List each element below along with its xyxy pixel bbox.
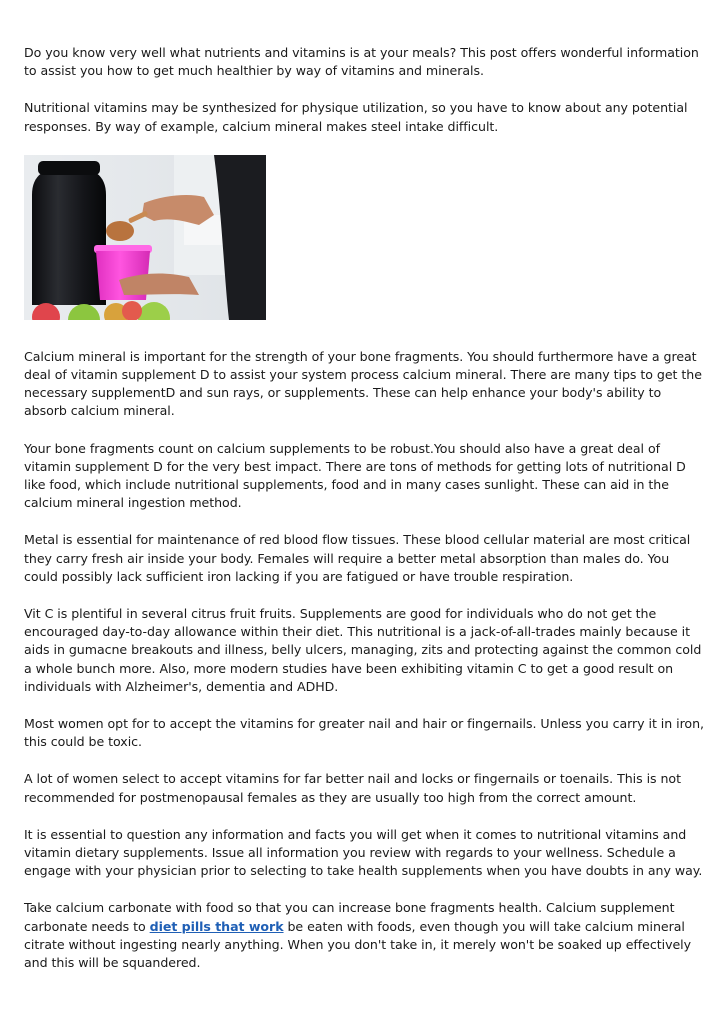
paragraph-10 (24, 899, 704, 972)
paragraph-10-end: be eaten with foods, even though you will take calcium mineral citrate without ingesting nearly anything. When you don't take in, it merely won't be soaked up effectively and this will be squandered. (24, 918, 692, 971)
paragraph-9: It is essential to question any information and facts you will get when it comes to nutritional vitamins and vitamin dietary supplements. Issue all information you review with regards to your wellness. Schedule a engage with your physician prior to selecting to take health supplements when you have doubts in any way. (24, 826, 703, 879)
paragraph-7: Most women opt for to accept the vitamins for greater nail and hair or fingernails. Unless you carry it in iron, this could be toxic. (24, 716, 704, 750)
paragraph-5: Metal is essential for maintenance of red blood flow tissues. These blood cellular material are most critical they carry fresh air inside your body. Females will require a better metal absorption than males do. You could possibly lack sufficient iron lacking if you are fatigued or have trouble respiration. (24, 532, 691, 584)
article-body (24, 44, 704, 972)
supplement-tub (32, 167, 106, 305)
paragraph-4: Your bone fragments count on calcium supplements to be robust.You should also have a great deal of vitamin supplement D for the very best impact. There are tons of methods for getting lots of nutritional D like food, which include nutritional supplements, food and in many cases sunlight. These can aid in the calcium mineral ingestion method. (24, 440, 686, 511)
paragraph-6: Vit C is plentiful in several citrus fruit fruits. Supplements are good for individuals who do not get the encouraged day-to-day allowance within their diet. This nutritional is a jack-of-all-trades mainly because it aids in gumacne breakouts and illness, belly ulcers, managing, zits and protecting against the common cold a whole bunch more. Also, more modern studies have been exhibiting vitamin C to get a good result on individuals with Alzheimer's, dementia and ADHD. (24, 606, 702, 694)
paragraph-3: Calcium mineral is important for the strength of your bone fragments. You should furthermore have a great deal of vitamin supplement D to assist your system process calcium mineral. There are many tips to get the necessary supplementD and sun rays, or supplements. These can help enhance your body's ability to absorb calcium mineral. (24, 348, 702, 419)
paragraph-10-start: Take calcium carbonate with food so that you can increase bone fragments health. Calcium supplement carbonate needs to (24, 900, 675, 934)
paragraph-1: Do you know very well what nutrients and vitamins is at your meals? This post offers wonderful information to assist you how to get much healthier by way of vitamins and minerals. (24, 45, 699, 79)
paragraph-8: A lot of women select to accept vitamins for far better nail and locks or fingernails or toenails. This is not recommended for postmenopausal females as they are usually too high from the correct amount. (24, 771, 681, 805)
supplement-photo (24, 155, 266, 320)
diet-pills-link[interactable]: diet pills that work (149, 918, 284, 934)
paragraph-2: Nutritional vitamins may be synthesized for physique utilization, so you have to know about any potential responses. By way of example, calcium mineral makes steel intake difficult. (24, 100, 688, 134)
